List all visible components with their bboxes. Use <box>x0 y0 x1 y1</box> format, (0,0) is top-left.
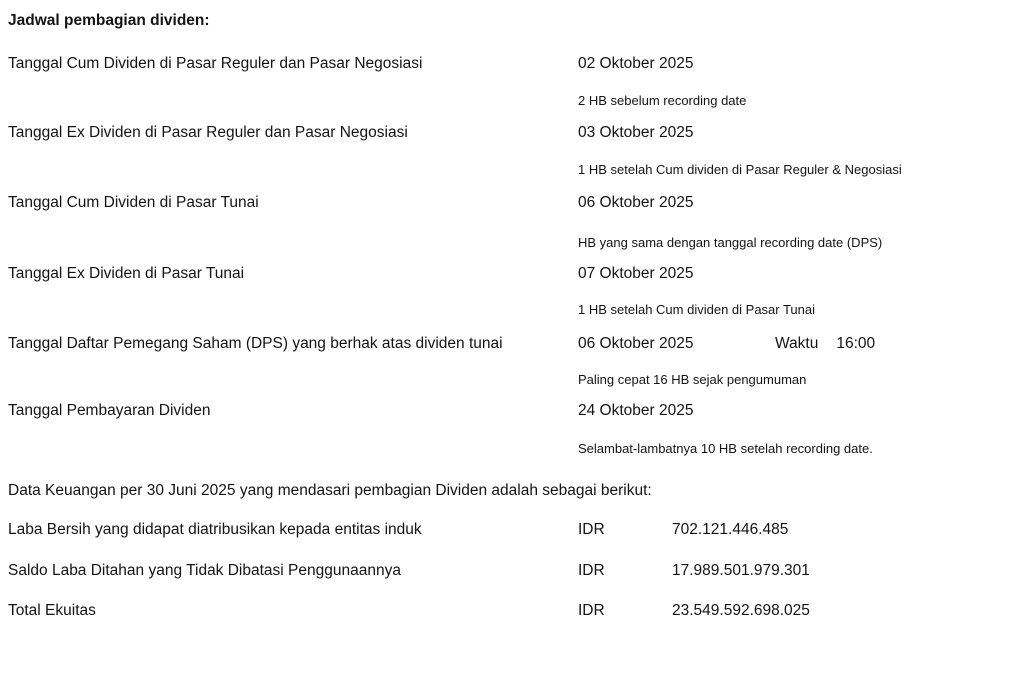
financial-row-amount: 23.549.592.698.025 <box>672 602 810 619</box>
schedule-row-ex-dividen-reguler <box>8 124 1008 142</box>
schedule-row-note: Paling cepat 16 HB sejak pengumuman <box>578 372 807 387</box>
schedule-row-time-value: 16:00 <box>836 335 876 352</box>
schedule-row-note: HB yang sama dengan tanggal recording date (DPS) <box>578 235 883 250</box>
financial-row-currency: IDR <box>578 562 605 579</box>
financial-row-total-ekuitas <box>8 602 1008 620</box>
financial-row-amount: 17.989.501.979.301 <box>672 562 810 579</box>
financial-row-saldo-laba <box>8 562 1008 580</box>
schedule-row-date: 06 Oktober 2025 <box>578 335 694 352</box>
page-title: Jadwal pembagian dividen: <box>8 12 210 29</box>
financial-row-currency: IDR <box>578 602 605 619</box>
financial-row-currency: IDR <box>578 521 605 538</box>
schedule-row-label: Tanggal Daftar Pemegang Saham (DPS) yang berhak atas dividen tunai <box>8 335 503 352</box>
schedule-row-date-time <box>578 335 875 353</box>
schedule-row-pembayaran <box>8 402 1008 420</box>
schedule-row-label: Tanggal Ex Dividen di Pasar Tunai <box>8 265 245 282</box>
financial-row-laba-bersih <box>8 521 1008 539</box>
schedule-row-label: Tanggal Ex Dividen di Pasar Reguler dan Pasar Negosiasi <box>8 124 408 141</box>
schedule-row-label: Tanggal Cum Dividen di Pasar Tunai <box>8 194 259 211</box>
schedule-row-cum-dividen-reguler <box>8 55 1008 73</box>
schedule-row-label: Tanggal Pembayaran Dividen <box>8 402 211 419</box>
financial-row-amount: 702.121.446.485 <box>672 521 789 538</box>
schedule-row-date: 07 Oktober 2025 <box>578 265 694 282</box>
schedule-row-date: 24 Oktober 2025 <box>578 402 694 419</box>
schedule-row-date: 03 Oktober 2025 <box>578 124 694 141</box>
financials-intro: Data Keuangan per 30 Juni 2025 yang mendasari pembagian Dividen adalah sebagai berikut: <box>8 482 652 499</box>
financial-row-label: Total Ekuitas <box>8 602 96 619</box>
schedule-row-ex-dividen-tunai <box>8 265 1008 283</box>
schedule-row-note: Selambat-lambatnya 10 HB setelah recording date. <box>578 441 873 456</box>
schedule-row-cum-dividen-tunai <box>8 194 1008 212</box>
schedule-row-label: Tanggal Cum Dividen di Pasar Reguler dan Pasar Negosiasi <box>8 55 423 72</box>
schedule-row-dps <box>8 335 1008 353</box>
financial-row-label: Saldo Laba Ditahan yang Tidak Dibatasi Penggunaannya <box>8 562 401 579</box>
schedule-row-note: 2 HB sebelum recording date <box>578 93 747 108</box>
schedule-row-note: 1 HB setelah Cum dividen di Pasar Reguler & Negosiasi <box>578 162 902 177</box>
schedule-row-note: 1 HB setelah Cum dividen di Pasar Tunai <box>578 302 816 317</box>
schedule-row-date: 06 Oktober 2025 <box>578 194 694 211</box>
financial-row-label: Laba Bersih yang didapat diatribusikan kepada entitas induk <box>8 521 422 538</box>
schedule-row-time-label: Waktu <box>775 335 819 352</box>
schedule-row-date: 02 Oktober 2025 <box>578 55 694 72</box>
